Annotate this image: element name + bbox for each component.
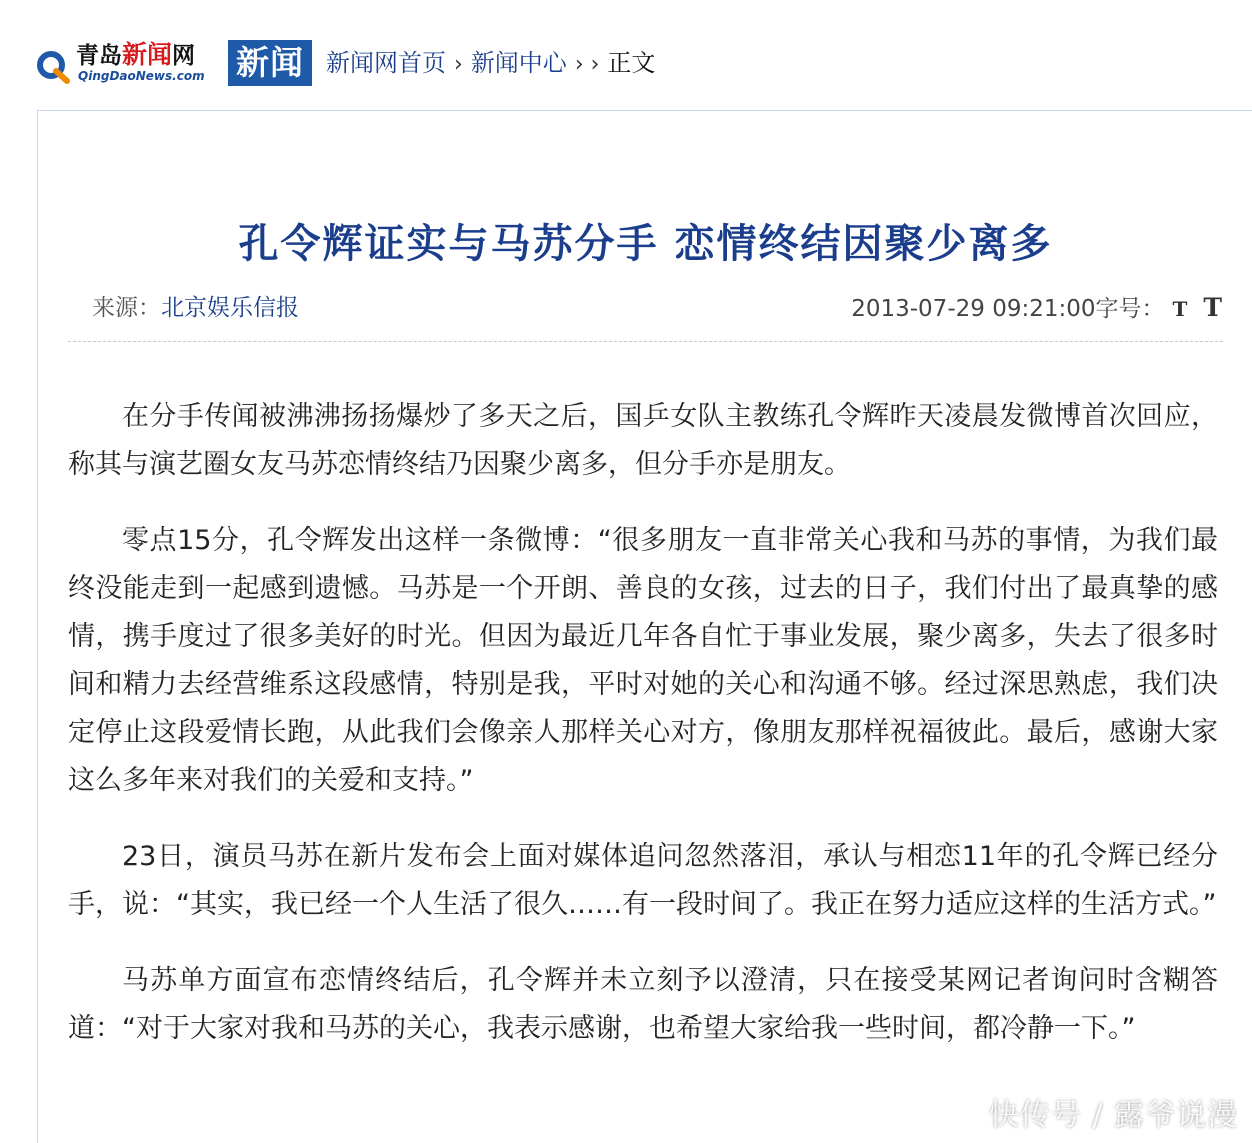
article-paragraph: 在分手传闻被沸沸扬扬爆炒了多天之后，国乒女队主教练孔令辉昨天凌晨发微博首次回应，称其与演艺圈女友马苏恋情终结乃因聚少离多，但分手亦是朋友。 [68, 401, 1218, 480]
section-tag[interactable]: 新闻 [228, 40, 312, 86]
meta-divider [68, 341, 1223, 342]
article-paragraph: 零点15分，孔令辉发出这样一条微博：“很多朋友一直非常关心我和马苏的事情，为我们最终没能走到一起感到遗憾。马苏是一个开朗、善良的女孩，过去的日子，我们付出了最真挚的感情，携手度过了很多美好的时光。但因为最近几年各自忙于事业发展，聚少离多，失去了很多时间和精力去经营维系这段感情，特别是我，平时对她的关心和沟通不够。经过深思熟虑，我们决定停止这段爱情长跑，从此我们会像亲人那样关心对方，像朋友那样祝福彼此。最后，感谢大家这么多年来对我们的关爱和支持。” [68, 525, 1218, 796]
font-size-large-button[interactable]: T [1203, 293, 1222, 322]
font-size-small-button[interactable]: T [1172, 297, 1188, 321]
breadcrumb-current: 正文 [607, 49, 656, 77]
article-title: 孔令辉证实与马苏分手 恋情终结因聚少离多 [238, 220, 1053, 267]
source-label: 来源： [92, 295, 161, 321]
breadcrumb-separator: › [454, 52, 463, 77]
breadcrumb-news-center-link[interactable]: 新闻中心 [470, 49, 567, 77]
article-body [68, 393, 1218, 1081]
watermark: 快传号 / 露爷说漫 [988, 1098, 1238, 1133]
logo-chinese-text: 青岛新闻网 [76, 40, 196, 69]
meta-right [851, 291, 1222, 326]
publish-datetime: 2013-07-29 09:21:00 [851, 296, 1096, 322]
breadcrumb [326, 46, 655, 80]
q-logo-icon [36, 50, 70, 84]
breadcrumb-separator: › › [574, 52, 600, 77]
site-logo[interactable] [36, 38, 226, 88]
source-link[interactable]: 北京娱乐信报 [161, 295, 299, 321]
logo-english-text: QingDaoNews.com [78, 69, 205, 83]
article-meta [92, 291, 1222, 325]
breadcrumb-home-link[interactable]: 新闻网首页 [326, 49, 446, 77]
article-paragraph: 马苏单方面宣布恋情终结后，孔令辉并未立刻予以澄清，只在接受某网记者询问时含糊答道：“对于大家对我和马苏的关心，我表示感谢，也希望大家给我一些时间，都冷静一下。” [68, 965, 1218, 1044]
site-header [0, 0, 1252, 110]
article-paragraph: 23日，演员马苏在新片发布会上面对媒体追问忽然落泪，承认与相恋11年的孔令辉已经分手，说：“其实，我已经一个人生活了很久……有一段时间了。我正在努力适应这样的生活方式。” [68, 841, 1218, 920]
article-panel [37, 110, 1252, 1143]
font-size-label: 字号： [1095, 296, 1165, 322]
